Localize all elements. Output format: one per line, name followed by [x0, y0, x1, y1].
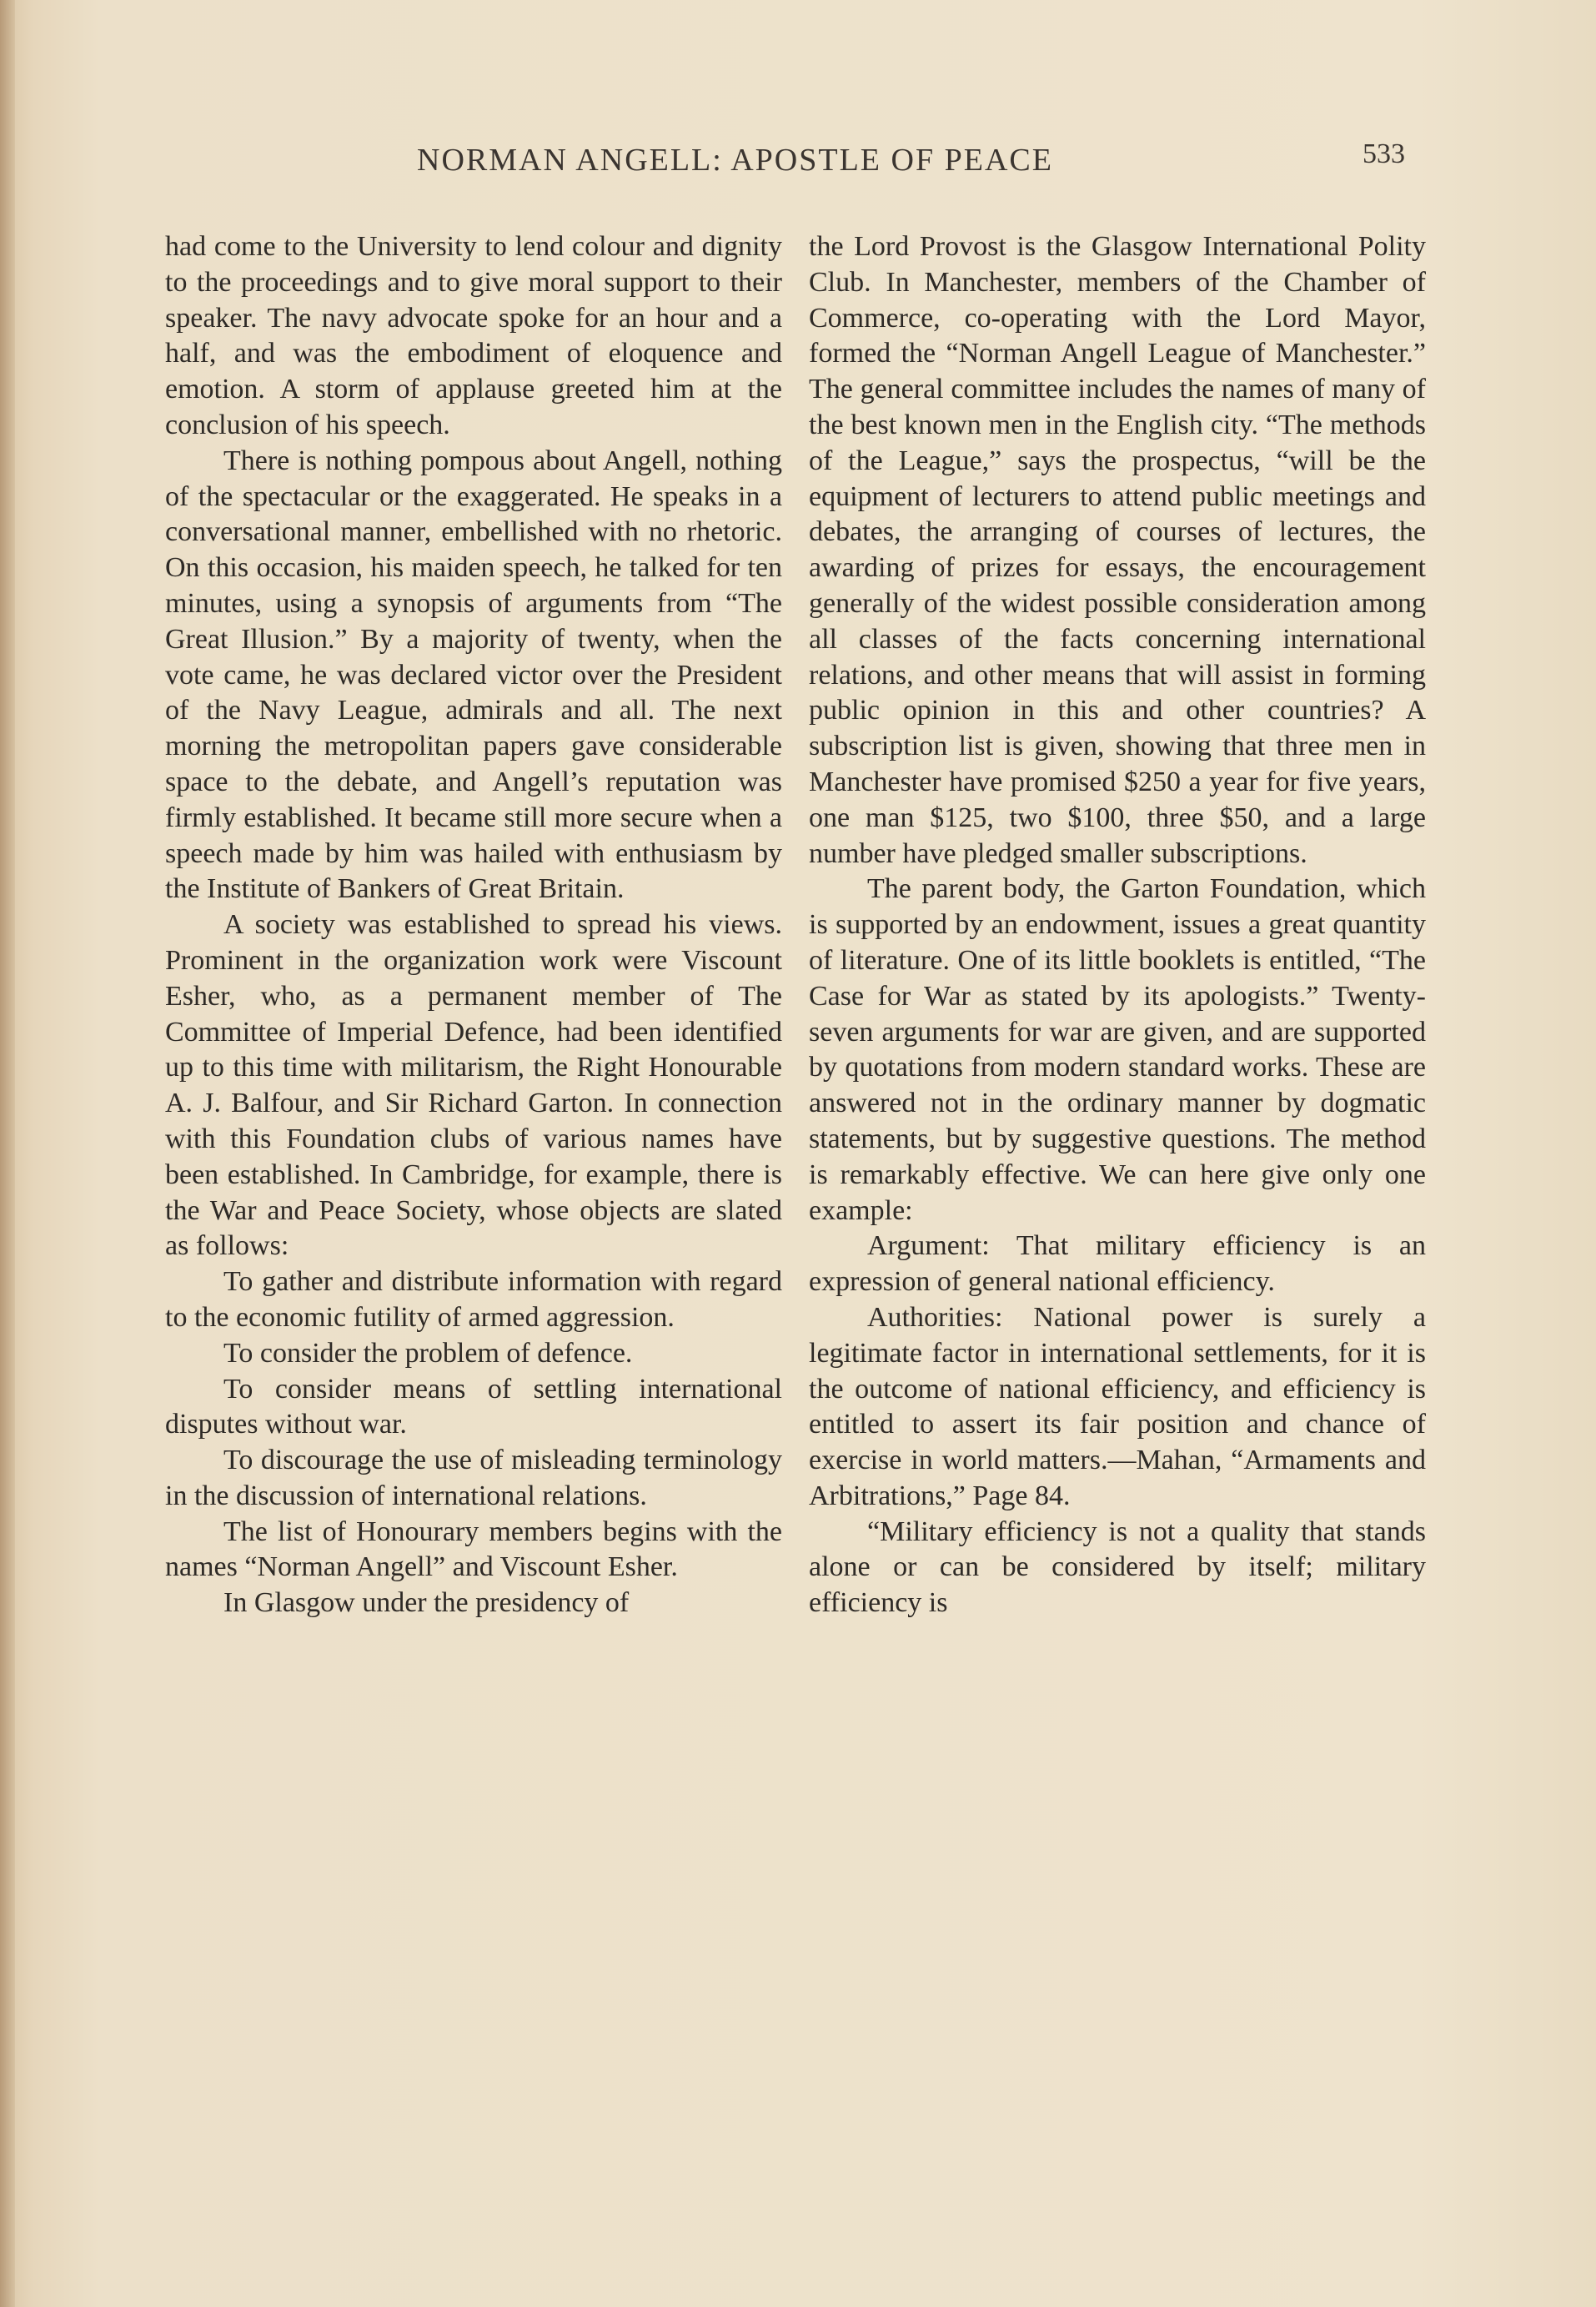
- paragraph: the Lord Provost is the Glasgow International Polity Club. In Manchester, members of the Chamber of Commerce, co-operating with the Lord Mayor, formed the “Norman Angell League of Manchester.” The general committee includes the names of many of the best known men in the English city. “The methods of the League,” says the prospectus, “will be the equipment of lecturers to attend public meetings and debates, the arranging of courses of lectures, the awarding of prizes for essays, the encouragement generally of the widest possible consideration among all classes of the facts concerning international relations, and other means that will assist in forming public opinion in this and other countries? A subscription list is given, showing that three men in Manchester have promised $250 a year for five years, one man $125, two $100, three $50, and a large number have pledged smaller subscriptions.: [809, 231, 1426, 869]
- authorities-paragraph: Authorities: National power is surely a legitimate factor in international settlements, for it is the outcome of national efficiency, and efficiency is entitled to assert its fair position and chance of exercise in world matters.—Mahan, “Armaments and Arbitrations,” Page 84.: [809, 1301, 1426, 1511]
- page-number: 533: [1363, 138, 1405, 169]
- paragraph: The parent body, the Garton Foundation, which is supported by an endowment, issues a great quantity of literature. One of its little booklets is entitled, “The Case for War as stated by its apologists.” Twenty-seven arguments for war are given, and are supported by quotations from modern standard works. These are answered not in the ordinary manner by dogmatic statements, but by suggestive questions. The method is remarkably effective. We can here give only one example:: [809, 873, 1426, 1226]
- running-title: NORMAN ANGELL: APOSTLE OF PEACE: [417, 143, 1053, 178]
- quotation-paragraph: “Military efficiency is not a quality that stands alone or can be considered by itself; military efficiency is: [809, 1515, 1426, 1619]
- paragraph: In Glasgow under the presidency of: [223, 1587, 630, 1619]
- society-objective: To gather and distribute information with regard to the economic futility of armed aggression.: [165, 1266, 782, 1333]
- paragraph: There is nothing pompous about Angell, nothing of the spectacular or the exaggerated. He speaks in a conversational manner, embellished with no rhetoric. On this occasion, his maiden speech, he talked for ten minutes, using a synopsis of arguments from “The Great Illusion.” By a majority of twenty, when the vote came, he was declared victor over the President of the Navy League, admirals and all. The next morning the metropolitan papers gave considerable space to the debate, and Angell’s reputation was firmly established. It became still more secure when a speech made by him was hailed with enthusiasm by the Institute of Bankers of Great Britain.: [165, 445, 782, 905]
- page-binding-edge: [0, 0, 15, 2307]
- society-objective: To consider the problem of defence.: [223, 1337, 633, 1369]
- right-column: [809, 229, 1426, 1621]
- paragraph: A society was established to spread his views. Prominent in the organization work were Viscount Esher, who, as a permanent member of The Committee of Imperial Defence, had been identified up to this time with militarism, the Right Honourable A. J. Balfour, and Sir Richard Garton. In connection with this Foundation clubs of various names have been established. In Cambridge, for example, there is the War and Peace Society, whose objects are slated as follows:: [165, 909, 782, 1262]
- page-header: [167, 138, 1418, 192]
- paragraph: The list of Honourary members begins with the names “Norman Angell” and Viscount Esher.: [165, 1515, 782, 1583]
- paragraph: had come to the University to lend colour and dignity to the proceedings and to give moral support to their speaker. The navy advocate spoke for an hour and a half, and was the embodiment of eloquence and emotion. A storm of applause greeted him at the conclusion of his speech.: [165, 231, 782, 440]
- argument-paragraph: Argument: That military efficiency is an expression of general national efficiency.: [809, 1230, 1426, 1298]
- society-objective: To consider means of settling international disputes without war.: [165, 1373, 782, 1440]
- society-objective: To discourage the use of misleading terminology in the discussion of international relations.: [165, 1445, 782, 1511]
- left-column: [165, 229, 782, 1621]
